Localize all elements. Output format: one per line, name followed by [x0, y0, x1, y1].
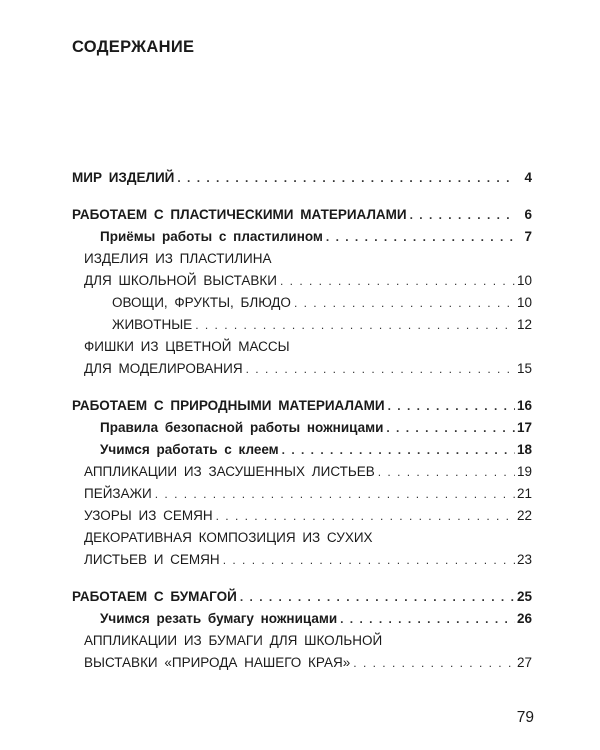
toc-entry-line1 — [72, 251, 532, 273]
toc-entry-line1 — [72, 530, 532, 552]
toc-page-number: 22 — [516, 508, 532, 523]
toc-page-number: 23 — [516, 552, 532, 567]
dot-leader — [223, 552, 515, 567]
table-of-contents — [72, 170, 532, 677]
dot-leader — [282, 442, 515, 457]
toc-page-number: 10 — [516, 295, 532, 310]
toc-entry-paper-applique[interactable] — [72, 655, 532, 677]
dot-leader — [216, 508, 515, 523]
toc-entry-paper-cutting[interactable] — [72, 611, 532, 633]
toc-entry-paper[interactable] — [72, 589, 532, 611]
toc-entry-title: ДЛЯ ШКОЛЬНОЙ ВЫСТАВКИ — [84, 273, 277, 288]
dot-leader — [155, 486, 515, 501]
toc-entry-glue-work[interactable] — [72, 442, 532, 464]
toc-entry-title: ОВОЩИ, ФРУКТЫ, БЛЮДО — [112, 295, 291, 310]
toc-page-number: 25 — [516, 589, 532, 604]
toc-entry-natural-materials[interactable] — [72, 398, 532, 420]
toc-page-number: 7 — [524, 229, 532, 244]
toc-page-number: 4 — [524, 170, 532, 185]
dot-leader — [240, 589, 515, 604]
dot-leader — [388, 398, 515, 413]
toc-entry-plasticine-items[interactable] — [72, 273, 532, 295]
toc-page-number: 21 — [516, 486, 532, 501]
toc-entry-title: МИР ИЗДЕЛИЙ — [72, 170, 175, 185]
dot-leader — [410, 207, 516, 222]
toc-page-number: 16 — [516, 398, 532, 413]
toc-entry-title: ПЕЙЗАЖИ — [84, 486, 152, 501]
toc-page-number: 26 — [516, 611, 532, 626]
toc-entry-title: Приёмы работы с пластилином — [100, 229, 323, 244]
toc-page-number: 12 — [516, 317, 532, 332]
toc-entry-title: ЛИСТЬЕВ И СЕМЯН — [84, 552, 220, 567]
dot-leader — [177, 170, 516, 185]
toc-page-number: 18 — [516, 442, 532, 457]
toc-entry-mir-izdeliy[interactable] — [72, 170, 532, 192]
toc-entry-scissors-safety[interactable] — [72, 420, 532, 442]
toc-entry-title: РАБОТАЕМ С ПРИРОДНЫМИ МАТЕРИАЛАМИ — [72, 398, 385, 413]
toc-page-number: 17 — [516, 420, 532, 435]
toc-entry-title-line1: ИЗДЕЛИЯ ИЗ ПЛАСТИЛИНА — [84, 251, 272, 266]
dot-leader — [326, 229, 516, 244]
toc-entry-title: ЖИВОТНЫЕ — [112, 317, 193, 332]
toc-entry-line1 — [72, 339, 532, 361]
dot-leader — [294, 295, 515, 310]
toc-entry-title-line1: ДЕКОРАТИВНАЯ КОМПОЗИЦИЯ ИЗ СУХИХ — [84, 530, 373, 545]
toc-entry-title: АППЛИКАЦИИ ИЗ ЗАСУШЕННЫХ ЛИСТЬЕВ — [84, 464, 375, 479]
dot-leader — [195, 317, 515, 332]
toc-entry-title: Учимся резать бумагу ножницами — [100, 611, 338, 626]
toc-entry-decorative-composition[interactable] — [72, 552, 532, 574]
dot-leader — [386, 420, 515, 435]
toc-page-number: 15 — [516, 361, 532, 376]
toc-entry-line1 — [72, 633, 532, 655]
toc-entry-title: Учимся работать с клеем — [100, 442, 279, 457]
toc-entry-title: УЗОРЫ ИЗ СЕМЯН — [84, 508, 213, 523]
toc-page-number: 6 — [524, 207, 532, 222]
dot-leader — [246, 361, 515, 376]
toc-entry-plastic-materials[interactable] — [72, 207, 532, 229]
toc-entry-title: ВЫСТАВКИ «ПРИРОДА НАШЕГО КРАЯ» — [84, 655, 351, 670]
page-number: 79 — [516, 709, 534, 726]
toc-entry-title: РАБОТАЕМ С БУМАГОЙ — [72, 589, 237, 604]
toc-entry-vegetables-fruits[interactable] — [72, 295, 532, 317]
dot-leader — [378, 464, 515, 479]
dot-leader — [340, 611, 515, 626]
toc-page-number: 27 — [516, 655, 532, 670]
toc-entry-animals[interactable] — [72, 317, 532, 339]
toc-entry-dried-leaves-applique[interactable] — [72, 464, 532, 486]
toc-entry-title: ДЛЯ МОДЕЛИРОВАНИЯ — [84, 361, 243, 376]
toc-entry-landscapes[interactable] — [72, 486, 532, 508]
dot-leader — [280, 273, 515, 288]
toc-page-number: 19 — [516, 464, 532, 479]
toc-entry-plasticine-techniques[interactable] — [72, 229, 532, 251]
toc-entry-title-line1: АППЛИКАЦИИ ИЗ БУМАГИ ДЛЯ ШКОЛЬНОЙ — [84, 633, 383, 648]
toc-entry-title-line1: ФИШКИ ИЗ ЦВЕТНОЙ МАССЫ — [84, 339, 290, 354]
toc-entry-title: Правила безопасной работы ножницами — [100, 420, 384, 435]
toc-entry-seed-patterns[interactable] — [72, 508, 532, 530]
toc-entry-title: РАБОТАЕМ С ПЛАСТИЧЕСКИМИ МАТЕРИАЛАМИ — [72, 207, 407, 222]
dot-leader — [353, 655, 515, 670]
page-title: СОДЕРЖАНИЕ — [72, 38, 195, 56]
toc-page-number: 10 — [516, 273, 532, 288]
toc-entry-colored-mass-chips[interactable] — [72, 361, 532, 383]
